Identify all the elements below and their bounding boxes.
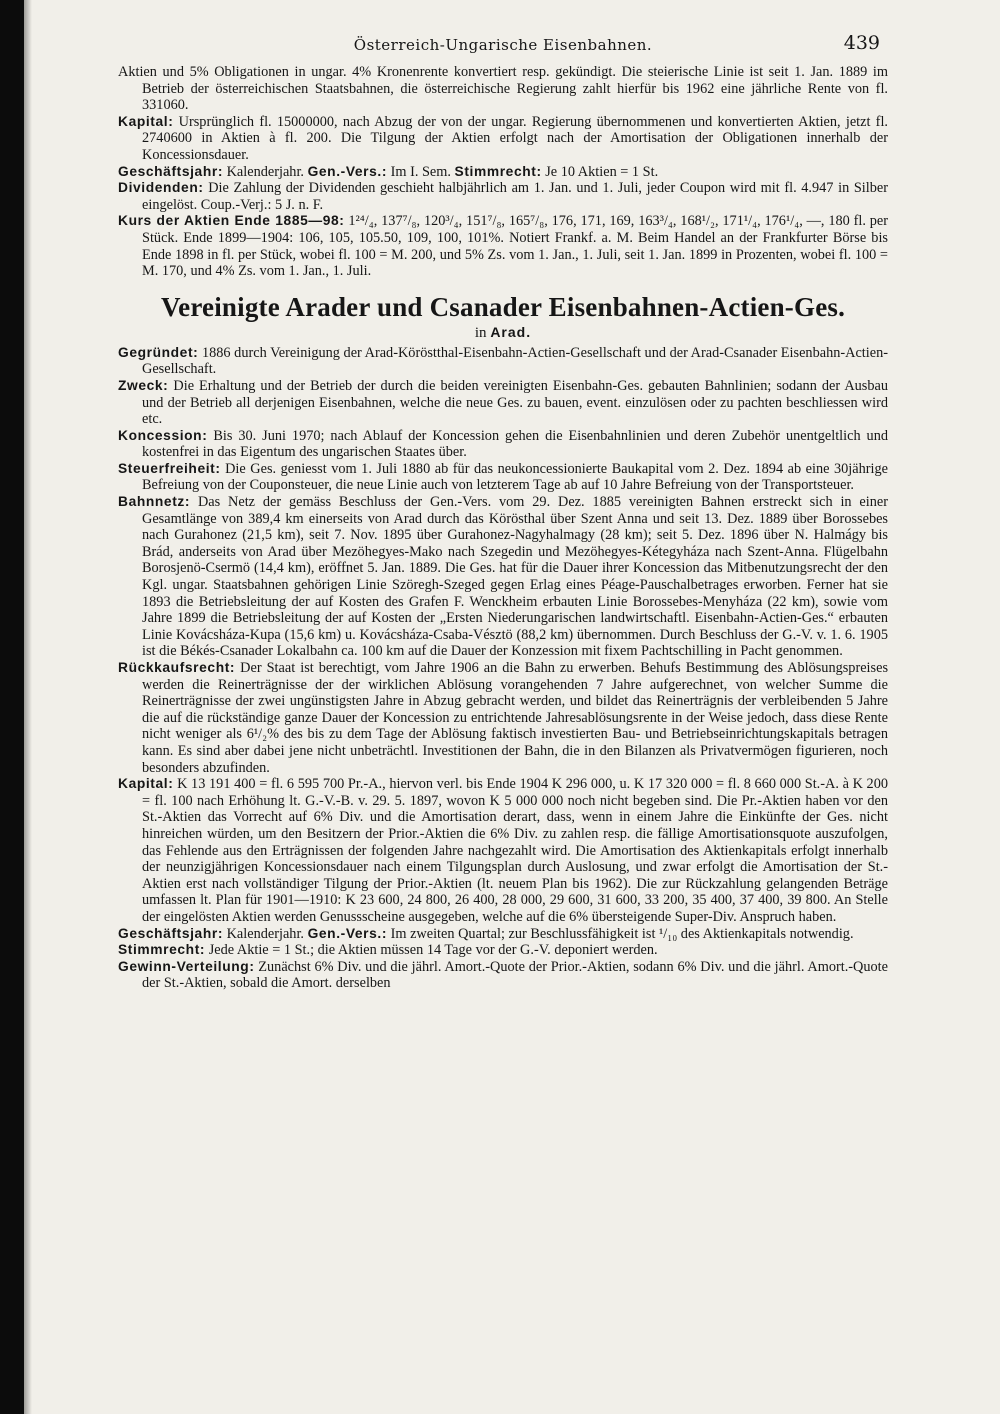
entry-zweck — [118, 378, 888, 428]
genvers-label: Gen.-Vers.: — [307, 163, 388, 179]
location-prefix: in — [474, 324, 487, 341]
intro-text: Aktien und 5% Obligationen in ungar. 4% Kronenrente konvertiert resp. gekündigt. Die steierische Linie ist seit 1. Jan. 1889 im Betrieb der österreichischen Staatsbahnen, die österreichische Regierung zahlt hierfür bis 1962 eine jährliche Rente von fl. 331060. — [118, 64, 888, 114]
entry-steuerfreiheit — [118, 461, 888, 494]
stimmrecht2-label: Stimmrecht: — [118, 942, 206, 958]
running-head — [118, 30, 888, 64]
dividenden-label: Dividenden: — [118, 180, 204, 196]
entry-geschaeftsjahr-1 — [118, 164, 888, 181]
genvers2-text: Im zweiten Quartal; zur Beschlussfähigkeit ist ¹/₁₀ des Aktienkapitals notwendig. — [390, 925, 854, 942]
geschaeftsjahr-label: Geschäftsjahr: — [118, 163, 224, 179]
dividenden-text: Die Zahlung der Dividenden geschieht halbjährlich am 1. Jan. und 1. Juli, jeder Coupon wird mit fl. 4.947 in Silber eingelöst. Coup.-Verj.: 5 J. n. F. — [142, 180, 889, 213]
kapital-text: Ursprünglich fl. 15000000, nach Abzug der von der ungar. Regierung übernommenen und konvertierten Aktien, jetzt fl. 2740600 in Aktien à fl. 200. Die Tilgung der Aktien erfolgt nach der Amortisation der Obligationen innerhalb der Koncessionsdauer. — [142, 113, 888, 163]
geschaeftsjahr2-text: Kalenderjahr. — [226, 925, 304, 942]
scan-binding-edge — [0, 0, 24, 1414]
kapital-label: Kapital: — [118, 113, 174, 129]
section-company-details — [118, 345, 888, 992]
stimmrecht-text: Je 10 Aktien = 1 St. — [545, 163, 659, 180]
gegruendet-label: Gegründet: — [118, 344, 199, 360]
entry-stimmrecht-2 — [118, 942, 888, 959]
entry-kapital-2 — [118, 776, 888, 925]
entry-gegruendet — [118, 345, 888, 378]
entry-geschaeftsjahr-2 — [118, 926, 888, 943]
company-location — [118, 322, 888, 343]
page — [118, 30, 888, 992]
company-title: Vereinigte Arader und Csanader Eisenbahnen-Actien-Ges. — [160, 291, 846, 322]
entry-bahnnetz — [118, 494, 888, 660]
gewinn-verteilung-text: Zunächst 6% Div. und die jährl. Amort.-Quote der Prior.-Aktien, sodann 6% Div. und die jährl. Amort.-Quote der St.-Aktien, sobald die Amort. derselben — [142, 958, 888, 992]
steuerfreiheit-text: Die Ges. geniesst vom 1. Juli 1880 ab für das neukoncessionierte Baukapital vom 2. Dez. 1894 ab eine 30jährige Befreiung von der Couponsteuer, die neue Linie auch von letzterem Tage ab auf 10 Jahre Befreiung von der Transportsteuer. — [142, 460, 888, 494]
entry-gewinn-verteilung — [118, 959, 888, 992]
genvers2-label: Gen.-Vers.: — [307, 925, 388, 941]
gewinn-verteilung-label: Gewinn-Verteilung: — [118, 958, 255, 974]
entry-kurs — [118, 213, 888, 279]
intro-paragraph — [118, 64, 888, 114]
kurs-label: Kurs der Aktien Ende 1885—98: — [118, 213, 345, 229]
stimmrecht2-text: Jede Aktie = 1 St.; die Aktien müssen 14 Tage vor der G.-V. deponiert werden. — [208, 942, 658, 959]
stimmrecht-label: Stimmrecht: — [454, 163, 542, 179]
running-title: Österreich-Ungarische Eisenbahnen. — [353, 36, 653, 54]
kapital2-label: Kapital: — [118, 776, 174, 792]
zweck-text: Die Erhaltung und der Betrieb der durch die beiden vereinigten Eisenbahn-Ges. gebauten Bahnlinien; sodann der Ausbau und der Betrieb all derjenigen Eisenbahnen, welche die neue Ges. zu bauen, event. einzulösen oder zu pachten beschliessen wird etc. — [142, 377, 888, 428]
entry-rueckkaufsrecht — [118, 660, 888, 776]
steuerfreiheit-label: Steuerfreiheit: — [118, 460, 221, 476]
genvers-text: Im I. Sem. — [390, 163, 451, 180]
rueckkaufsrecht-label: Rückkaufsrecht: — [118, 660, 236, 675]
gegruendet-text: 1886 durch Vereinigung der Arad-Köröstthal-Eisenbahn-Actien-Gesellschaft und der Arad-Csanader Eisenbahn-Actien-Gesellschaft. — [142, 344, 888, 378]
entry-konzession — [118, 428, 888, 461]
kapital2-text: K 13 191 400 = fl. 6 595 700 Pr.-A., hiervon verl. bis Ende 1904 K 296 000, u. K 17 320 000 = fl. 8 660 000 St.-A. à K 200 = fl. 100 nach Erhöhung lt. G.-V.-B. v. 29. 5. 1897, wovon K 5 000 000 noch nicht begeben sind. Die Pr.-Aktien haben vor den St.-Aktien das Vorrecht auf 6% Div. und die Amortisation derart, dass, wenn in einem Jahre die Einkünfte der Ges. nicht hinreichen würden, um den Besitzern der Prior.-Aktien die 6% Div. zu zahlen resp. die fällige Amortisationsquote auszufolgen, das Fehlende aus den Erträgnissen der folgenden Jahre nachgezahlt wird. Die Amortisation des Aktienkapitals erfolgt innerhalb der neunzigjährigen Koncessionsdauer nach einem Tilgungsplan durch Auslosung, und zwar erfolgt die Amortisation der St.-Aktien erst nach vollständiger Tilgung der Prior.-Aktien (lt. neuem Plan bis 1962). Die zur Rückzahlung gelangenden Beträge umfassen lt. Plan für 1901—1910: K 23 600, 24 800, 26 400, 28 000, 29 600, 31 600, 33 200, 35 400, 37 400, 39 800. An Stelle der eingelösten Aktien werden Genussscheine ausgegeben, welche auf die 6% übersteigende Super-Div. Anspruch haben. — [142, 776, 889, 925]
kurs-text: 1²⁴/₄, 137⁷/₈, 120³/₄, 151⁷/₈, 165⁷/₈, 176, 171, 169, 163³/₄, 168¹/₂, 171¹/₄, 176¹/₄, —, 180 fl. per Stück. Ende 1899—1904: 106, 105, 105.50, 109, 100, 101%. Notiert Frankf. a. M. Beim Handel an der Frankfurter Börse bis Ende 1898 in fl. per Stück, wobei fl. 100 = M. 200, und 5% Zs. vom 1. Jan., 1. Juli, seit 1. Jan. 1899 in Prozenten, wobei fl. 100 = M. 170, und 4% Zs. vom 1. Jan., 1. Juli. — [142, 213, 889, 280]
geschaeftsjahr-text: Kalenderjahr. — [226, 163, 304, 180]
zweck-label: Zweck: — [118, 377, 169, 393]
konzession-text: Bis 30. Juni 1970; nach Ablauf der Koncession gehen die Eisenbahnlinien und deren Zubehör unentgeltlich und kostenfrei in das Eigentum des ungarischen Staates über. — [142, 427, 888, 461]
location-city: Arad. — [490, 323, 532, 340]
page-number: 439 — [843, 32, 880, 54]
konzession-label: Koncession: — [118, 427, 208, 443]
bahnnetz-label: Bahnnetz: — [118, 494, 191, 510]
geschaeftsjahr2-label: Geschäftsjahr: — [118, 925, 224, 941]
company-header — [118, 292, 888, 343]
section-previous-company — [118, 64, 888, 280]
scan-edge-shadow — [24, 0, 32, 1414]
entry-dividenden — [118, 180, 888, 213]
entry-kapital-1 — [118, 114, 888, 164]
rueckkaufsrecht-text: Der Staat ist berechtigt, vom Jahre 1906 an die Bahn zu erwerben. Behufs Bestimmung des Ablösungspreises werden die Reinerträgnisse der der wirklichen Ablösung vorangehenden 7 Jahre aufgerechnet, von welcher Summe die Reinerträgnisse der zwei ungünstigsten Jahre in Abzug gebracht werden, und bildet das Reinerträgnis der verbleibenden 5 Jahre die auf die rückständige ganze Dauer der Koncession zu entrichtende Jahresablösungsrente in der Weise jedoch, dass diese Rente nicht weniger als 6¹/₂% des bis zu dem Tage der Ablösung faktisch investierten Bau- und Betriebseinrichtungskapitals betragen kann. Es sind aber dabei jene nicht unbeträchtl. Investitionen der Bahn, die in den Bilanzen als Privatvermögen figurieren, noch besonders abzufinden. — [142, 660, 889, 776]
bahnnetz-text: Das Netz der gemäss Beschluss der Gen.-Vers. vom 29. Dez. 1885 vereinigten Bahnen erstreckt sich in einer Gesamtlänge von 389,4 km einerseits von Arad durch das Körösthal über Szent Anna und seit 13. Dez. 1889 über Borossebes nach Gurahonez (21,5 km), seit 7. Nov. 1895 über Gurahonez-Nagyhalmagy (28 km); seit 5. Dez. 1896 über N. Halmágy bis Brád, anderseits von Arad über Mezöhegyes-Mako nach Szegedin und Mezöhegyes-Kétegyháza nach Szent-Anna. Flügelbahn Borosjenö-Csermö (14,4 km), eröffnet 5. Jan. 1889. Die Ges. hat für die Dauer ihrer Koncession das Mitbenutzungsrecht der den Kgl. ungar. Staatsbahnen gehörigen Linie Szöregh-Szeged gegen Erlag eines Péage-Pauschalbetrages erworben. Ferner hat sie 1893 die Betriebsleitung der auf Kosten des Grafen F. Wenckheim erbauten Linie Borossebes-Menyháza (22 km), sowie vom Jahre 1899 die Betriebsleitung der auf Kosten der „Ersten Niederungarischen landwirtschaftl. Eisenbahn-Actien-Ges.“ erbauten Linie Kovácsháza-Kupa (15,6 km) u. Kovácsháza-Csaba-Vésztö (88,2 km) übernommen. Durch Beschluss der G.-V. v. 1. 6. 1905 ist die Békés-Csanader Lokalbahn ca. 100 km auf die Dauer der Konzession mit fixem Pachtschilling in Pacht genommen. — [142, 494, 889, 660]
